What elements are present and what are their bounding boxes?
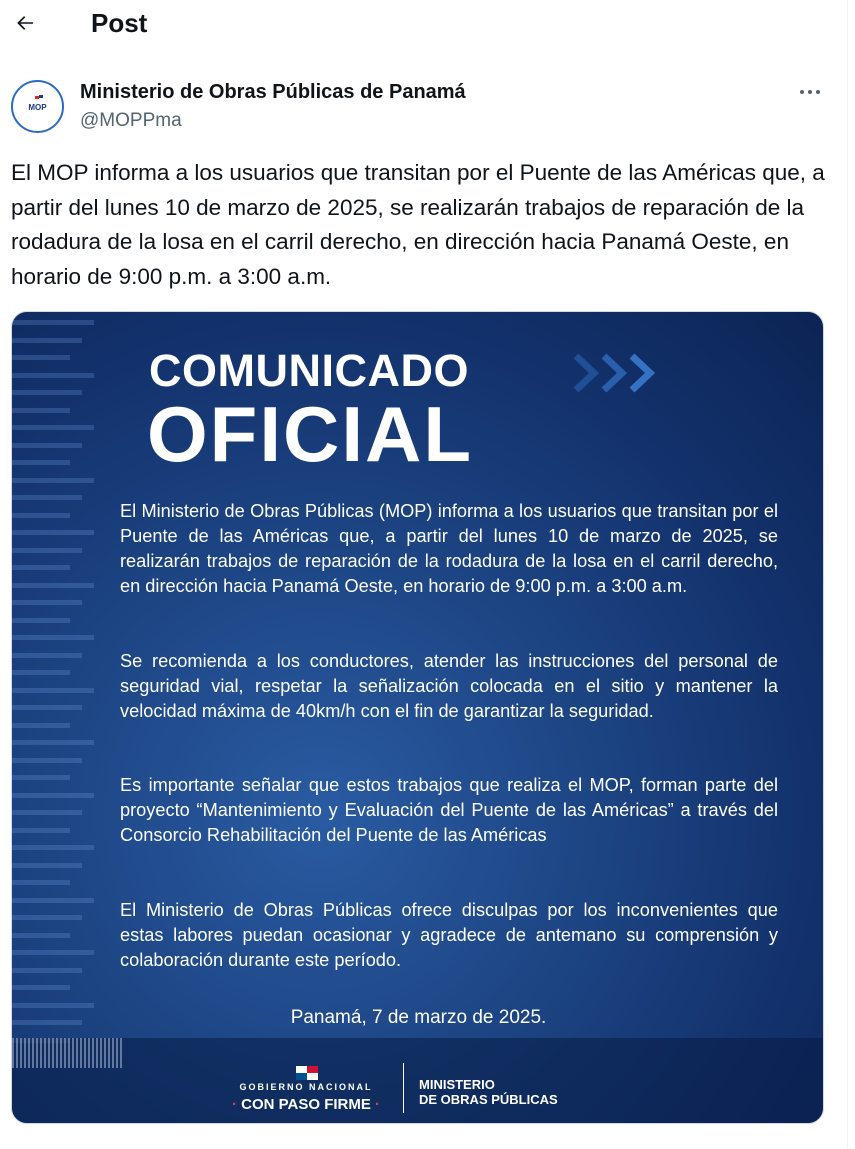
stripe: [12, 758, 82, 763]
page-title: Post: [91, 8, 148, 38]
stripe: [12, 898, 94, 903]
notice-paragraph: El Ministerio de Obras Públicas (MOP) informa a los usuarios que transitan por el Puente de las Américas que, a partir del lunes 10 de marzo de 2025, se realizarán trabajos de reparación de la rodadura de la losa en el carril derecho, en dirección hacia Panamá Oeste, en horario de 9:00 p.m. a 3:00 a.m.: [120, 501, 778, 596]
avatar-text: MOP: [28, 103, 47, 112]
top-bar: [0, 0, 847, 50]
notice-paragraph: El Ministerio de Obras Públicas ofrece disculpas por los inconvenientes que estas labores puedan ocasionar y agradece de antemano su comprensión y colaboración durante este período.: [120, 900, 778, 970]
stripe: [12, 705, 82, 710]
footer-divider: [403, 1063, 404, 1113]
stripe: [12, 688, 94, 693]
stripe: [12, 950, 94, 955]
panama-flag-icon: [296, 1066, 318, 1080]
bar: [100, 1038, 102, 1068]
bar: [40, 1038, 42, 1068]
bar: [88, 1038, 90, 1068]
stripe: [12, 810, 82, 815]
bar: [120, 1038, 122, 1068]
bar: [44, 1038, 46, 1068]
stripe: [12, 723, 70, 728]
stripe: [12, 600, 82, 605]
stripe: [12, 583, 94, 588]
stripe: [12, 933, 70, 938]
logo-mark-icon: [35, 95, 43, 101]
bar: [112, 1038, 114, 1068]
government-label: GOBIERNO NACIONAL: [239, 1082, 373, 1092]
stripe: [12, 320, 94, 325]
ministry-label: [419, 1077, 558, 1107]
ministry-line: MINISTERIO: [419, 1077, 495, 1092]
stripe: [12, 478, 94, 483]
post-text: El MOP informa a los usuarios que transitan por el Puente de las Américas que, a partir del lunes 10 de marzo de 2025, se realizarán trabajos de reparación de la rodadura de la losa en el carril derecho, en dirección hacia Panamá Oeste, en horario de 9:00 p.m. a 3:00 a.m.: [11, 160, 825, 289]
bar: [32, 1038, 34, 1068]
column-border: [847, 0, 848, 1149]
bar: [84, 1038, 86, 1068]
author-name[interactable]: Ministerio de Obras Públicas de Panamá: [80, 81, 466, 103]
slogan-dot: ·: [375, 1096, 381, 1113]
bar: [48, 1038, 50, 1068]
stripe: [12, 635, 94, 640]
bar: [92, 1038, 94, 1068]
stripe: [12, 863, 82, 868]
bar: [28, 1038, 30, 1068]
stripe: [12, 828, 70, 833]
bar: [60, 1038, 62, 1068]
bar: [76, 1038, 78, 1068]
stripe: [12, 845, 94, 850]
government-slogan: [226, 1096, 386, 1113]
slogan-dot: ·: [231, 1096, 237, 1113]
stripe: [12, 513, 70, 518]
bar: [68, 1038, 70, 1068]
bar: [24, 1038, 26, 1068]
bar: [64, 1038, 66, 1068]
slogan-text: CON PASO FIRME: [241, 1096, 371, 1113]
bar: [16, 1038, 18, 1068]
stripe: [12, 425, 94, 430]
arrow-left-icon: [13, 11, 37, 35]
headline-comunicado: COMUNICADO: [149, 345, 469, 396]
notice-paragraph: Se recomienda a los conductores, atender las instrucciones del personal de seguridad vial, respetar la señalización colocada en el sitio y mantener la velocidad máxima de 40km/h con el fin de garantizar la seguridad.: [120, 651, 778, 721]
stripe: [12, 618, 70, 623]
ministry-line: DE OBRAS PÚBLICAS: [419, 1092, 558, 1107]
stripe: [12, 443, 82, 448]
stripe: [12, 985, 70, 990]
chevrons-icon: [572, 348, 672, 398]
stripe: [12, 565, 70, 570]
stripe: [12, 530, 94, 535]
back-button[interactable]: [10, 6, 40, 40]
post-image[interactable]: [11, 311, 824, 1124]
stripe: [12, 460, 70, 465]
bar: [116, 1038, 118, 1068]
stripe: [12, 390, 82, 395]
stripe: [12, 670, 70, 675]
stripe: [12, 793, 94, 798]
bar: [104, 1038, 106, 1068]
bar: [96, 1038, 98, 1068]
stripe: [12, 740, 94, 745]
bar: [108, 1038, 110, 1068]
stripe: [12, 355, 70, 360]
bar: [36, 1038, 38, 1068]
decorative-bars: [12, 1038, 122, 1068]
notice-paragraph: Es importante señalar que estos trabajos que realiza el MOP, forman parte del proyecto “Mantenimiento y Evaluación del Puente de las Américas” a través del Consorcio Rehabilitación del Puente de las Américas: [120, 775, 778, 845]
bar: [80, 1038, 82, 1068]
decorative-stripes: [12, 312, 96, 1052]
stripe: [12, 880, 70, 885]
stripe: [12, 653, 82, 658]
stripe: [12, 915, 82, 920]
stripe: [12, 775, 70, 780]
avatar[interactable]: [11, 80, 64, 133]
stripe: [12, 968, 82, 973]
author-handle[interactable]: @MOPPma: [80, 110, 182, 131]
bar: [20, 1038, 22, 1068]
bar: [12, 1038, 14, 1068]
more-options-icon[interactable]: [796, 82, 826, 102]
stripe: [12, 495, 82, 500]
headline-oficial: OFICIAL: [147, 390, 473, 478]
bar: [72, 1038, 74, 1068]
stripe: [12, 373, 94, 378]
bar: [56, 1038, 58, 1068]
bar: [52, 1038, 54, 1068]
stripe: [12, 548, 82, 553]
notice-date: Panamá, 7 de marzo de 2025.: [290, 1007, 547, 1028]
stripe: [12, 408, 70, 413]
stripe: [12, 338, 82, 343]
image-footer: [12, 1038, 824, 1124]
